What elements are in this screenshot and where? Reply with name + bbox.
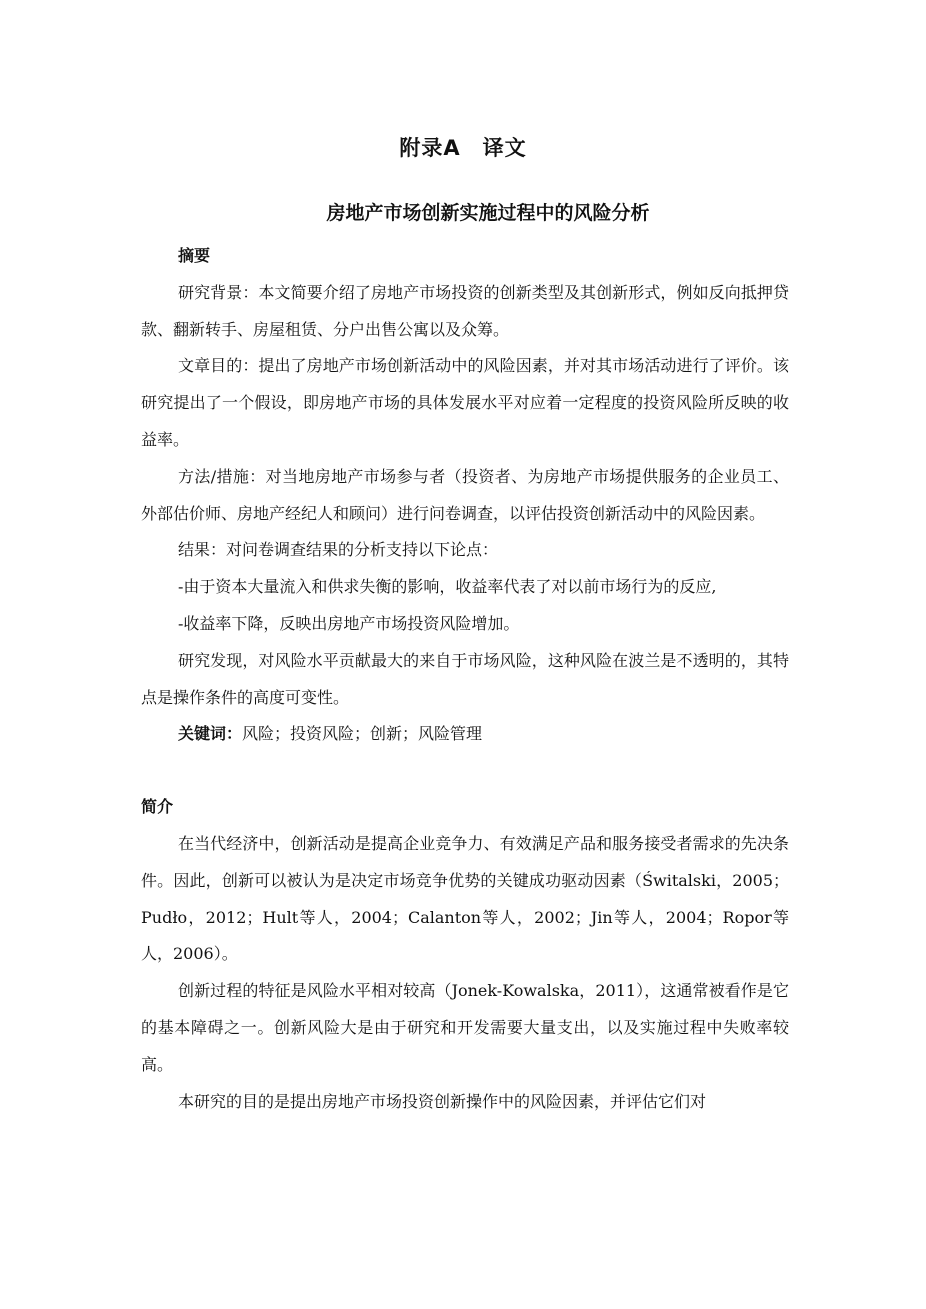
keywords-label: 关键词： [178,724,243,744]
abstract-background: 研究背景：本文简要介绍了房地产市场投资的创新类型及其创新形式，例如反向抵押贷款、翻新转手、房屋租赁、分户出售公寓以及众筹。 [141,282,789,339]
appendix-title: 附录A 译文 [399,136,527,160]
abstract-findings: 研究发现，对风险水平贡献最大的来自于市场风险，这种风险在波兰是不透明的，其特点是操作条件的高度可变性。 [141,650,789,707]
abstract-heading: 摘要 [178,246,211,265]
intro-paragraph-3: 本研究的目的是提出房地产市场投资创新操作中的风险因素，并评估它们对 [178,1091,707,1111]
keywords-line [141,716,789,753]
keywords-value: 风险；投资风险；创新；风险管理 [242,724,483,744]
intro-paragraph-1: 在当代经济中，创新活动是提高企业竞争力、有效满足产品和服务接受者需求的先决条件。因此，创新可以被认为是决定市场竞争优势的关键成功驱动因素（Świtalski，2005；Pudło，2012；Hult等人，2004；Calanton等人，2002；Jin等人，2004；Ropor等人，2006）。 [141,833,789,964]
introduction-heading: 简介 [141,797,174,817]
abstract-purpose: 文章目的：提出了房地产市场创新活动中的风险因素，并对其市场活动进行了评价。该研究提出了一个假设，即房地产市场的具体发展水平对应着一定程度的投资风险所反映的收益率。 [141,356,789,449]
abstract-results-intro: 结果：对问卷调查结果的分析支持以下论点： [178,540,499,560]
abstract-method: 方法/措施：对当地房地产市场参与者（投资者、为房地产市场提供服务的企业员工、外部估价师、房地产经纪人和顾问）进行问卷调查，以评估投资创新活动中的风险因素。 [141,466,789,523]
paper-title: 房地产市场创新实施过程中的风险分析 [326,202,650,224]
abstract-result-2: -收益率下降，反映出房地产市场投资风险增加。 [178,613,520,633]
intro-paragraph-2: 创新过程的特征是风险水平相对较高（Jonek-Kowalska，2011），这通常被看作是它的基本障碍之一。创新风险大是由于研究和开发需要大量支出，以及实施过程中失败率较高。 [141,981,789,1074]
abstract-result-1: -由于资本大量流入和供求失衡的影响，收益率代表了对以前市场行为的反应, [178,577,717,597]
body-text [141,238,789,1120]
